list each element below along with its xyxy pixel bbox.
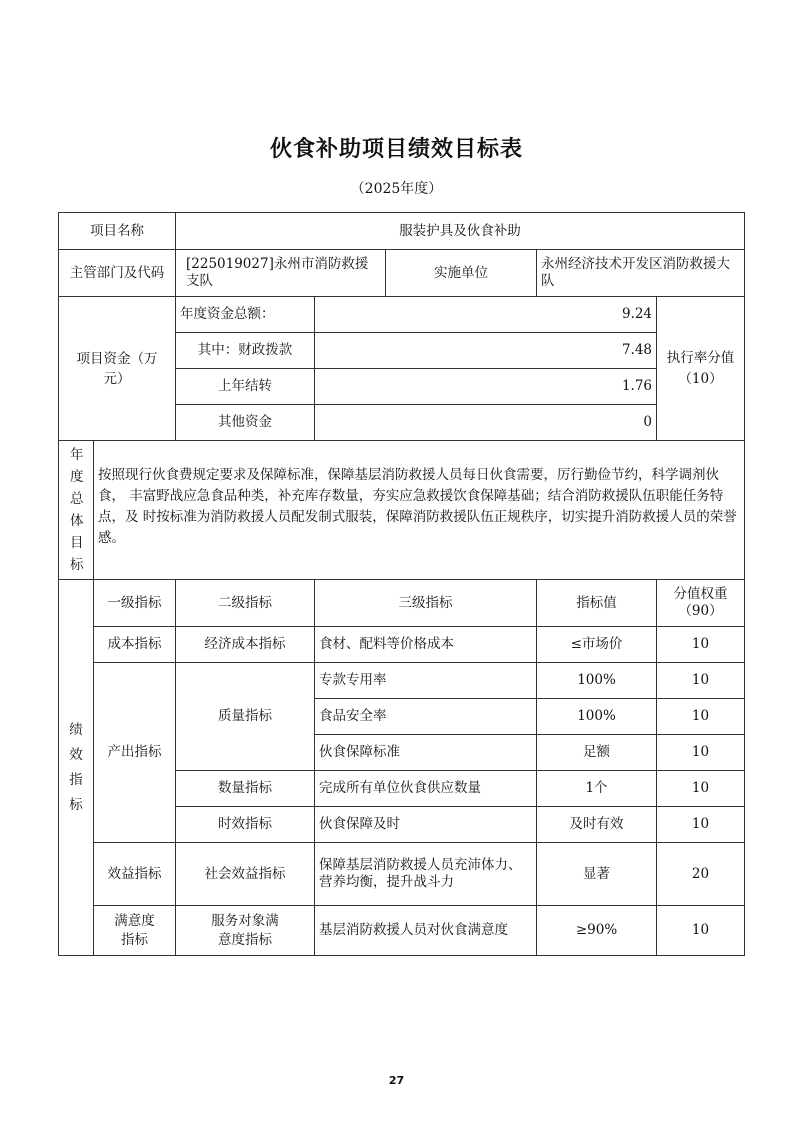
time-weight: 10 <box>657 807 745 843</box>
project-name-label: 项目名称 <box>59 213 176 250</box>
indicators-label <box>59 580 94 956</box>
page-title: 伙食补助项目绩效目标表 <box>269 137 523 162</box>
quantity-weight: 10 <box>657 771 745 807</box>
benefit-l3: 保障基层消防救援人员充沛体力、营养均衡，提升战斗力 <box>315 843 537 906</box>
exec-rate-label <box>657 297 745 441</box>
dept-label: 主管部门及代码 <box>59 250 176 297</box>
satisfaction-l2-text: 服务对象满意度指标 <box>211 912 279 948</box>
cost-weight: 10 <box>657 627 745 663</box>
fund-value-total: 9.24 <box>315 297 657 333</box>
time-value: 及时有效 <box>537 807 657 843</box>
page-number: 27 <box>388 1074 405 1087</box>
header-weight <box>657 580 745 627</box>
benefit-weight: 20 <box>657 843 745 906</box>
project-name-value: 服装护具及伙食补助 <box>176 213 745 250</box>
fund-value-fiscal: 7.48 <box>315 333 657 369</box>
goal-label <box>59 441 94 580</box>
time-l3: 伙食保障及时 <box>315 807 537 843</box>
funds-label <box>59 297 176 441</box>
satisfaction-l2 <box>176 906 315 956</box>
benefit-l2: 社会效益指标 <box>176 843 315 906</box>
goal-text: 按照现行伙食费规定要求及保障标准，保障基层消防救援人员每日伙食需要，厉行勤俭节约，科学调剂伙食， 丰富野战应急食品种类，补充库存数量，夯实应急救援饮食保障基础；结合消防救援队伍职能任务特点，及 时按标准为消防救援人员配发制式服装，保障消防救援队伍正规秩序，切实提升消防救援人员的荣誉感。 <box>94 441 745 580</box>
header-value: 指标值 <box>537 580 657 627</box>
quantity-value: 1个 <box>537 771 657 807</box>
dept-value: [225019027]永州市消防救援支队 <box>176 250 386 297</box>
exec-rate-text: 执行率分值（10） <box>666 349 735 387</box>
quality-weight-2: 10 <box>657 699 745 735</box>
output-l1: 产出指标 <box>94 663 176 843</box>
fund-value-other: 0 <box>315 405 657 441</box>
quality-weight-3: 10 <box>657 735 745 771</box>
cost-value: ≤市场价 <box>537 627 657 663</box>
quality-l3-2: 食品安全率 <box>315 699 537 735</box>
indicators-label-text: 绩效指标 <box>69 721 83 813</box>
quality-l2: 质量指标 <box>176 663 315 771</box>
quality-l3-3: 伙食保障标准 <box>315 735 537 771</box>
funds-label-text: 项目资金（万元） <box>76 350 158 387</box>
quality-value-1: 100% <box>537 663 657 699</box>
quality-value-2: 100% <box>537 699 657 735</box>
goal-label-text: 年度总体目标 <box>70 447 84 573</box>
fund-label-other: 其他资金 <box>176 405 315 441</box>
satisfaction-weight: 10 <box>657 906 745 956</box>
header-level2: 二级指标 <box>176 580 315 627</box>
satisfaction-l1-text: 满意度指标 <box>114 912 155 948</box>
quality-value-3: 足额 <box>537 735 657 771</box>
fund-value-carryover: 1.76 <box>315 369 657 405</box>
satisfaction-l1 <box>94 906 176 956</box>
impl-label: 实施单位 <box>386 250 537 297</box>
fund-label-carryover: 上年结转 <box>176 369 315 405</box>
header-level3: 三级指标 <box>315 580 537 627</box>
benefit-value: 显著 <box>537 843 657 906</box>
satisfaction-value: ≥90% <box>537 906 657 956</box>
performance-table <box>58 212 745 956</box>
time-l2: 时效指标 <box>176 807 315 843</box>
header-level1: 一级指标 <box>94 580 176 627</box>
header-weight-text: 分值权重（90） <box>673 586 728 619</box>
quantity-l3: 完成所有单位伙食供应数量 <box>315 771 537 807</box>
satisfaction-l3: 基层消防救援人员对伙食满意度 <box>315 906 537 956</box>
quantity-l2: 数量指标 <box>176 771 315 807</box>
fund-label-fiscal: 其中：财政拨款 <box>176 333 315 369</box>
impl-value: 永州经济技术开发区消防救援大队 <box>537 250 745 297</box>
page-subtitle: （2025年度） <box>350 181 443 197</box>
cost-l2: 经济成本指标 <box>176 627 315 663</box>
quality-weight-1: 10 <box>657 663 745 699</box>
cost-l1: 成本指标 <box>94 627 176 663</box>
fund-label-total: 年度资金总额： <box>176 297 315 333</box>
quality-l3-1: 专款专用率 <box>315 663 537 699</box>
benefit-l1: 效益指标 <box>94 843 176 906</box>
cost-l3: 食材、配料等价格成本 <box>315 627 537 663</box>
